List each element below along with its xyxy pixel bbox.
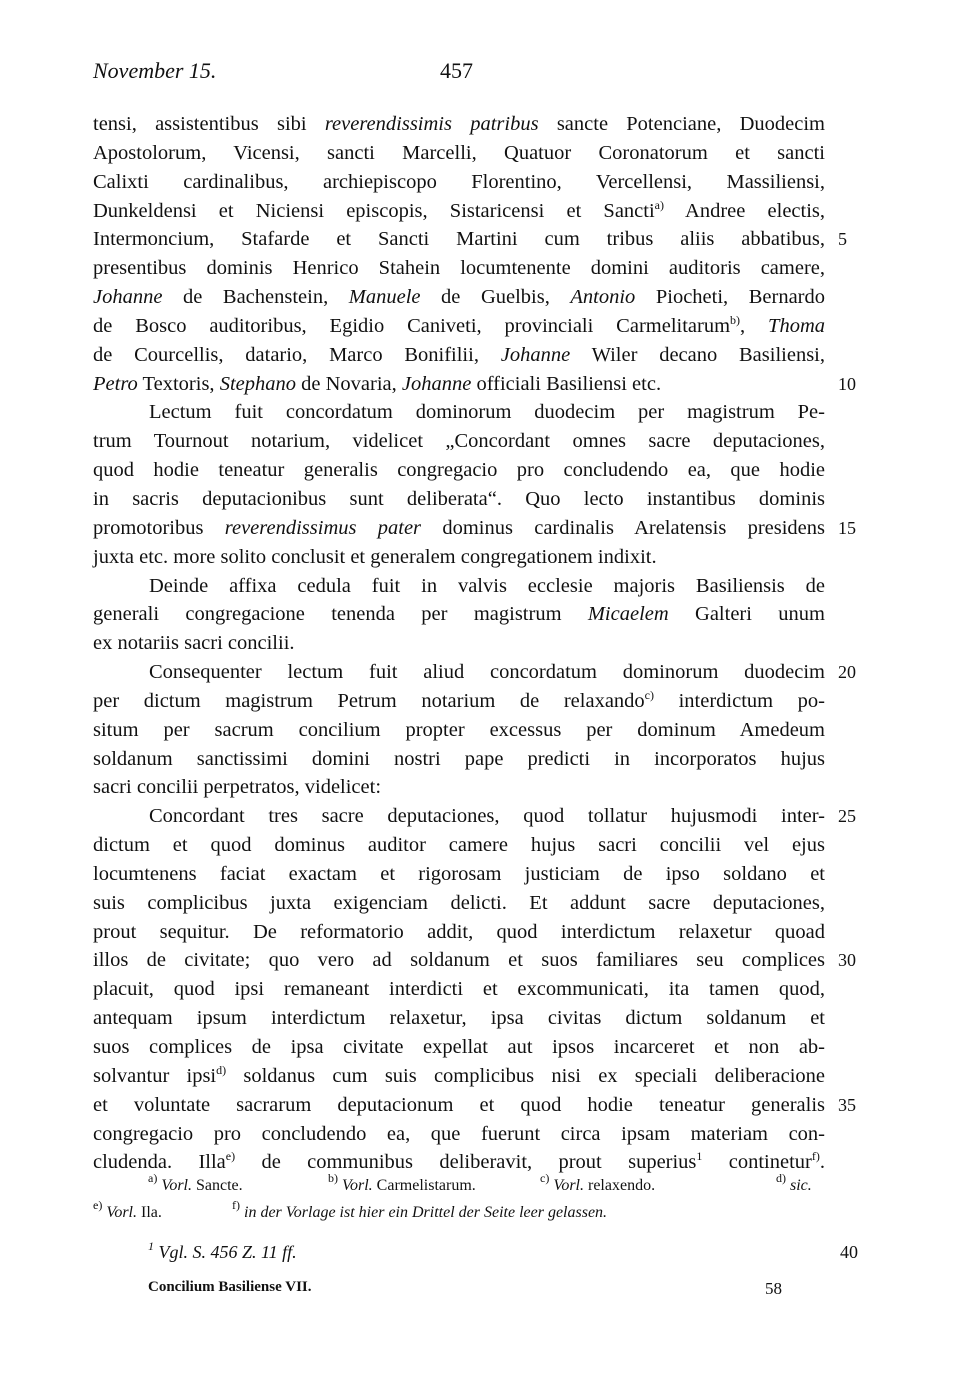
text-line: Calixti cardinalibus, archiepiscopo Florentino, Vercellensi, Massiliensi, <box>93 170 825 193</box>
page-footer <box>0 1279 960 1309</box>
apparatus-note-d: $^{d)}$ sic. <box>776 1171 812 1194</box>
apparatus-note-e: $^{e)}$ Vorl. Ila. <box>93 1198 162 1221</box>
footnote-ref: 1 <box>696 1149 703 1164</box>
footer-title: Concilium Basiliense VII. <box>148 1279 312 1295</box>
line-number: 15 <box>838 517 856 538</box>
line-number: 30 <box>838 950 856 971</box>
text-line: Deinde affixa cedula fuit in valvis ecclesie majoris Basiliensis de <box>149 574 825 597</box>
text-line: et voluntate sacrarum deputacionum et quod hodie teneatur generalis 35 <box>93 1091 825 1120</box>
text-line: quod hodie teneatur generalis congregacio pro concludendo ea, que hodie <box>93 459 825 482</box>
text-line: ex notariis sacri concilii. <box>93 632 295 655</box>
text-line: suos complices de ipsa civitate expellat aut ipsos incarceret et non ab- <box>93 1036 825 1058</box>
text-line: sacri concilii perpetratos, videlicet: <box>93 776 382 799</box>
line-number: 5 <box>838 229 847 250</box>
text-line: Concordant tres sacre deputaciones, quod tollatur hujusmodi inter- 25 <box>93 802 825 831</box>
line-number: 40 <box>840 1242 858 1262</box>
text-line: de Bosco auditoribus, Egidio Caniveti, provinciali Carmelitarum$^{b)}$, Thoma <box>93 312 826 337</box>
header-date: November 15. <box>93 58 217 83</box>
note-ref: f) <box>811 1149 820 1164</box>
text-line: trum Tournout notarium, videlicet „Concordant omnes sacre deputaciones, <box>93 430 825 453</box>
text-line: prout sequitur. De reformatorio addit, quod interdictum relaxetur quoad <box>93 920 825 943</box>
text-line: locumtenens faciat exactam et rigorosam justiciam de ipso soldano et <box>93 862 825 885</box>
note-ref: a) <box>654 197 664 212</box>
text-line: soldanum sanctissimi domini nostri pape predicti in incorporatos hujus <box>93 747 825 770</box>
note-ref: e) <box>225 1149 236 1164</box>
text-line: promotoribus reverendissimus pater dominus cardinalis Arelatensis presidens 15 <box>93 514 825 543</box>
text-line: solvantur ipsi$^{d)}$ soldanus cum suis complicibus nisi ex speciali deliberacione <box>93 1062 826 1087</box>
text-line: Intermoncium, Stafarde et Sancti Martini cum tribus aliis abbatibus, 5 <box>93 225 825 254</box>
text-line: Johanne de Bachenstein, Manuele de Guelbis, Antonio Piocheti, Bernardo <box>93 286 825 309</box>
text-line: placuit, quod ipsi remaneant interdicti et excommunicati, ita tamen quod, <box>93 978 825 1001</box>
note-ref: b) <box>730 312 741 327</box>
text-line: cludenda. Illa$^{e)}$ de communibus deliberavit, prout superius$^1$ continetur$^{f)}$. <box>93 1149 825 1174</box>
text-line: Lectum fuit concordatum dominorum duodecim per magistrum Pe- <box>149 401 825 424</box>
text-line: illos de civitate; quo vero ad soldanum et suos familiares seu complices 30 <box>93 946 825 975</box>
text-line: Dunkeldensi et Niciensi episcopis, Sistaricensi et Sancti$^{a)}$ Andree electis, <box>93 197 826 222</box>
footnote-text: $^1$ Vgl. S. 456 Z. 11 ff. <box>148 1239 297 1262</box>
text-line: dictum et quod dominus auditor camere hujus sacri concilii vel ejus <box>93 834 825 857</box>
text-line: Consequenter lectum fuit aliud concordatum dominorum duodecim 20 <box>93 658 825 687</box>
text-line: generali congregacione tenenda per magistrum Micaelem Galteri unum <box>93 603 825 626</box>
page-number: 457 <box>440 58 473 83</box>
text-line: in sacris deputacionibus sunt deliberata“. Quo lecto instantibus dominis <box>93 487 825 510</box>
note-ref: c) <box>644 687 654 702</box>
line-number: 35 <box>838 1094 856 1115</box>
text-line: antequam ipsum interdictum relaxetur, ipsa civitas dictum soldanum et <box>93 1007 825 1030</box>
apparatus-note-c: $^{c)}$ Vorl. relaxendo. <box>540 1171 656 1194</box>
page-header <box>0 58 960 88</box>
text-line: Petro Textoris, Stephano de Novaria, Johanne officiali Basiliensi etc. 10 <box>93 370 825 399</box>
text-line: Apostolorum, Vicensi, sancti Marcelli, Quatuor Coronatorum et sancti <box>93 141 825 164</box>
line-number: 25 <box>838 806 856 827</box>
text-line: per dictum magistrum Petrum notarium de relaxando$^{c)}$ interdictum po- <box>93 687 825 712</box>
text-line: tensi, assistentibus sibi reverendissimis patribus sancte Potenciane, Duodecim <box>93 113 825 135</box>
apparatus-note-b: $^{b)}$ Vorl. Carmelistarum. <box>328 1171 476 1194</box>
line-number: 10 <box>838 373 856 394</box>
footnote <box>0 1239 960 1272</box>
line-number: 20 <box>838 662 856 683</box>
apparatus-note-a: $^{a)}$ Vorl. Sancte. <box>148 1171 243 1194</box>
text-line: juxta etc. more solito conclusit et generalem congregationem indixit. <box>93 545 657 568</box>
text-line: suis complicibus juxta exigenciam delicti. Et addunt sacre deputaciones, <box>93 891 825 914</box>
text-line: de Courcellis, datario, Marco Bonifilii, Johanne Wiler decano Basiliensi, <box>93 343 825 366</box>
signature-mark: 58 <box>765 1279 782 1298</box>
text-line: situm per sacrum concilium propter excessus per dominum Amedeum <box>93 718 825 741</box>
text-line: presentibus dominis Henrico Stahein locumtenente domini auditoris camere, <box>93 257 825 280</box>
apparatus-note-f: $^{f)}$ in der Vorlage ist hier ein Drittel der Seite leer gelassen. <box>232 1198 608 1221</box>
apparatus-line <box>0 1173 960 1199</box>
body-text <box>93 110 856 1177</box>
text-line: congregacio pro concludendo ea, que fuerunt circa ipsam materiam con- <box>93 1122 825 1145</box>
apparatus-line <box>0 1200 960 1226</box>
note-ref: d) <box>216 1062 227 1077</box>
